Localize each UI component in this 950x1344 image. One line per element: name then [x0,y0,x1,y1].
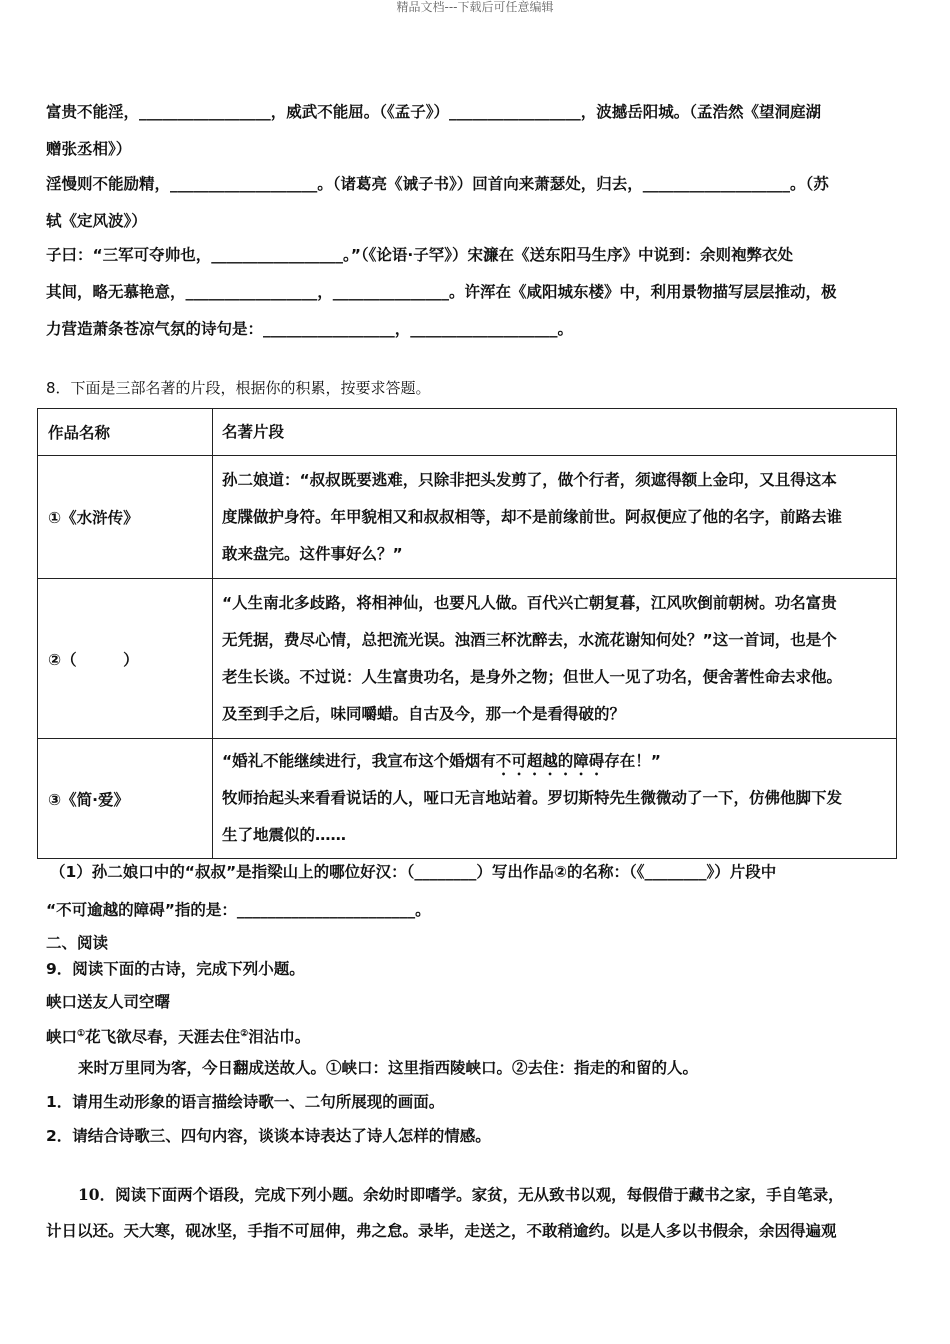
excerpt-line: 生了地震似的…… [222,826,347,844]
fill-line-7: 力营造萧条苍凉气氛的诗句是：_________________，___________________。 [46,320,574,338]
q10-line-2: 计日以还。天大寒，砚冰坚，手指不可屈伸，弗之怠。录毕，走送之，不敢稍逾约。以是人多以书假余，余因得遍观 [46,1221,837,1240]
footnote-marker: ② [240,1029,249,1039]
header-work-name: 作品名称 [38,409,213,456]
excerpt-line: 牧师抬起头来看看说话的人，哑口无言地站着。罗切斯特先生微微动了一下，仿佛他脚下发 [222,789,843,807]
q10-line-1: 10．阅读下面两个语段，完成下列小题。余幼时即嗜学。家贫，无从致书以观，每假借于藏书之家，手自笔录， [78,1185,844,1204]
excerpt-line: 老生长谈。不过说：人生富贵功名，是身外之物；但世人一见了功名，便舍著性命去求他。 [222,667,843,686]
table-row [38,739,897,859]
excerpt-line: 无凭据，费尽心情，总把流光误。浊酒三杯沈醉去，水流花谢知何处？”这一首词，也是个 [222,630,837,649]
q9-subquestion-2: 2．请结合诗歌三、四句内容，谈谈本诗表达了诗人怎样的情感。 [46,1127,491,1145]
header-excerpt: 名著片段 [213,409,897,456]
poem-line-1: 峡口①花飞欲尽春，天涯去住②泪沾巾。 [46,1027,311,1046]
excerpt-line: 度牒做护身符。年甲貌相又和叔叔相等，却不是前缘前世。阿叔便应了他的名字，前路去谁 [222,507,843,526]
page-header: 精品文档---下载后可任意编辑 [396,0,554,14]
table-row [38,579,897,739]
fill-line-4: 轼《定风波》） [46,212,147,230]
q9-title: 9．阅读下面的古诗，完成下列小题。 [46,960,305,978]
q8-sub1: （1）孙二娘口中的“叔叔”是指梁山上的哪位好汉：（________）写出作品②的名称：（《________》）片段中 [50,863,777,881]
fill-line-6: 其间，略无慕艳意，_________________，_______________。许浑在《咸阳城东楼》中，利用景物描写层层推动，极 [46,283,837,301]
excerpt-line: 及至到手之后，味同嚼蜡。自古及今，那一个是看得破的？ [222,704,626,723]
work-title: ②（ ） [38,579,213,739]
excerpt-cell [213,456,897,579]
poem-line-2: 来时万里同为客，今日翻成送故人。①峡口：这里指西陵峡口。②去住：指走的和留的人。 [78,1058,699,1077]
excerpt-cell [213,579,897,739]
fill-line-5: 子曰：“三军可夺帅也，_________________。”（《论语·子罕》）宋濂在《送东阳马生序》中说到：余则袍弊衣处 [46,246,794,264]
emphasized-phrase: 不可超越的障碍 [495,752,605,770]
excerpt-line: 孙二娘道：“叔叔既要逃难，只除非把头发剪了，做个行者，须遮得额上金印，又且得这本 [222,470,837,489]
work-title: ①《水浒传》 [38,456,213,579]
excerpt-line: 敢来盘完。这件事好么？” [222,544,403,563]
section-title: 二、阅读 [46,934,109,952]
poem-title: 峡口送友人司空曙 [46,992,171,1011]
fill-line-1: 富贵不能淫，_________________，威武不能屈。（《孟子》）_________________，波撼岳阳城。（孟浩然《望洞庭湖 [46,103,822,121]
works-table [37,408,897,859]
excerpt-line: “人生南北多歧路，将相神仙，也要凡人做。百代兴亡朝复暮，江风吹倒前朝树。功名富贵 [222,593,837,612]
table-header-row [38,409,897,456]
fill-line-3: 淫慢则不能励精，___________________。（诸葛亮《诫子书》）回首向来萧瑟处，归去，___________________。（苏 [46,175,829,193]
q8-sub2: “不可逾越的障碍”指的是：_______________________。 [46,901,431,919]
footnote-marker: ① [77,1029,86,1039]
table-row [38,456,897,579]
excerpt-line: “婚礼不能继续进行，我宣布这个婚烟有不可超越的障碍存在！” [222,752,661,770]
excerpt-cell [213,739,897,859]
fill-line-2: 赠张丞相》） [46,140,132,158]
q8-title: 8．下面是三部名著的片段，根据你的积累，按要求答题。 [46,379,431,397]
q9-subquestion-1: 1．请用生动形象的语言描绘诗歌一、二句所展现的画面。 [46,1093,445,1111]
work-title: ③《简·爱》 [38,739,213,859]
